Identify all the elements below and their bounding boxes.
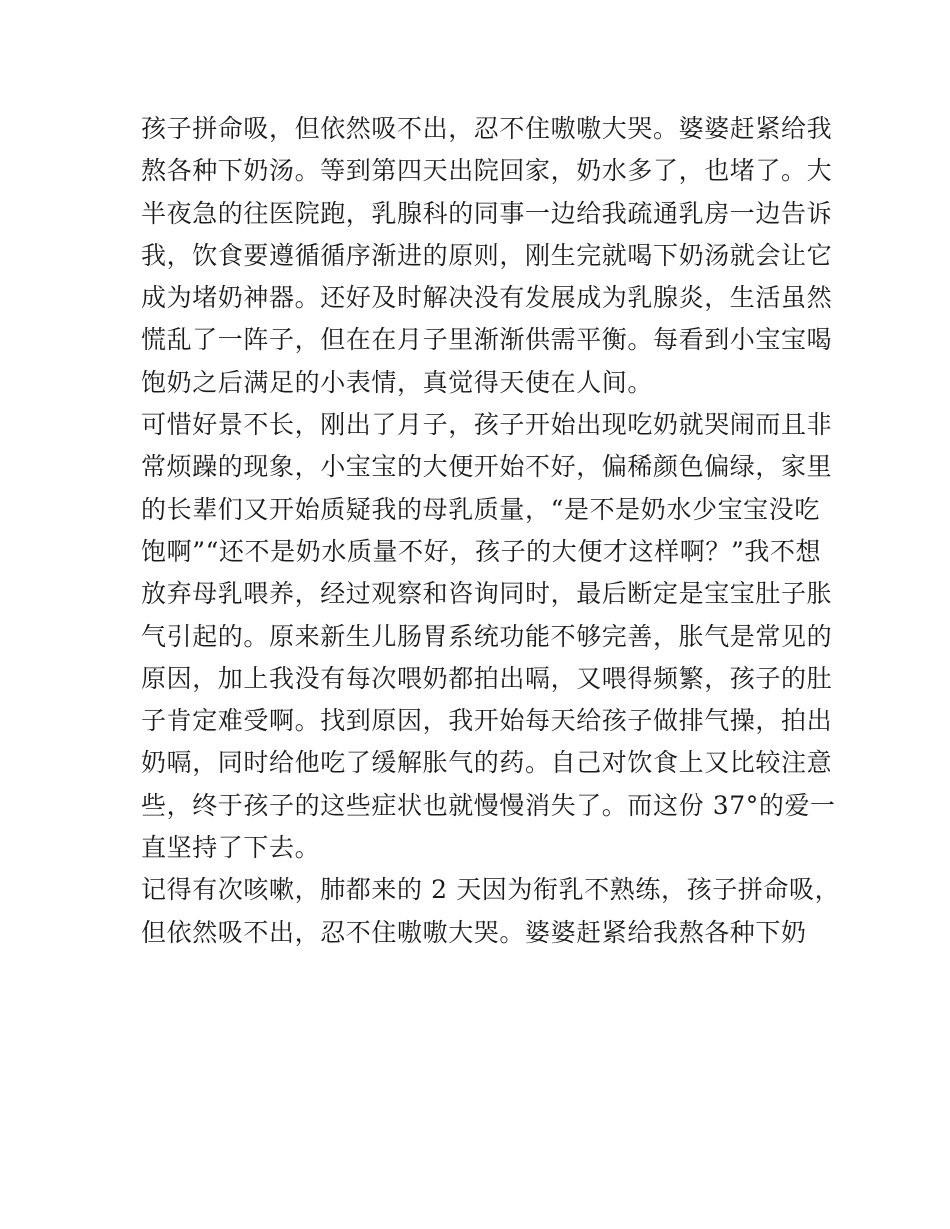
text-line: 放弃母乳喂养，经过观察和咨询同时，最后断定是宝宝肚子胀 bbox=[141, 579, 833, 609]
text-line: 可惜好景不长，刚出了月子，孩子开始出现吃奶就哭闹而且非 bbox=[141, 410, 833, 440]
text-line: 成为堵奶神器。还好及时解决没有发展成为乳腺炎，生活虽然 bbox=[141, 283, 833, 313]
body-text bbox=[141, 108, 841, 954]
text-line: 但依然吸不出，忍不住嗷嗷大哭。婆婆赶紧给我熬各种下奶 bbox=[141, 917, 807, 947]
text-line: 半夜急的往医院跑，乳腺科的同事一边给我疏通乳房一边告诉 bbox=[141, 198, 833, 228]
text-line: 我，饮食要遵循循序渐进的原则，刚生完就喝下奶汤就会让它 bbox=[141, 240, 833, 270]
text-line: 的长辈们又开始质疑我的母乳质量，“是不是奶水少宝宝没吃 bbox=[141, 494, 820, 524]
text-line: 记得有次咳嗽，肺都来的 2 天因为衔乳不熟练，孩子拼命吸， bbox=[141, 875, 841, 905]
text-line: 直坚持了下去。 bbox=[141, 833, 321, 863]
text-line: 原因，加上我没有每次喂奶都拍出嗝，又喂得频繁，孩子的肚 bbox=[141, 663, 833, 693]
text-line: 常烦躁的现象，小宝宝的大便开始不好，偏稀颜色偏绿，家里 bbox=[141, 452, 833, 482]
text-line: 慌乱了一阵子，但在在月子里渐渐供需平衡。每看到小宝宝喝 bbox=[141, 325, 833, 355]
text-line: 饱啊”“还不是奶水质量不好，孩子的大便才这样啊？”我不想 bbox=[141, 536, 822, 566]
text-line: 些，终于孩子的这些症状也就慢慢消失了。而这份 37°的爱一 bbox=[141, 790, 836, 820]
text-line: 孩子拼命吸，但依然吸不出，忍不住嗷嗷大哭。婆婆赶紧给我 bbox=[141, 114, 833, 143]
text-line: 熬各种下奶汤。等到第四天出院回家，奶水多了，也堵了。大 bbox=[141, 156, 833, 186]
text-line: 气引起的。原来新生儿肠胃系统功能不够完善，胀气是常见的 bbox=[141, 621, 833, 651]
text-line: 饱奶之后满足的小表情，真觉得天使在人间。 bbox=[141, 367, 654, 397]
text-line: 子肯定难受啊。找到原因，我开始每天给孩子做排气操，拍出 bbox=[141, 706, 833, 736]
text-line: 奶嗝，同时给他吃了缓解胀气的药。自己对饮食上又比较注意 bbox=[141, 748, 833, 778]
